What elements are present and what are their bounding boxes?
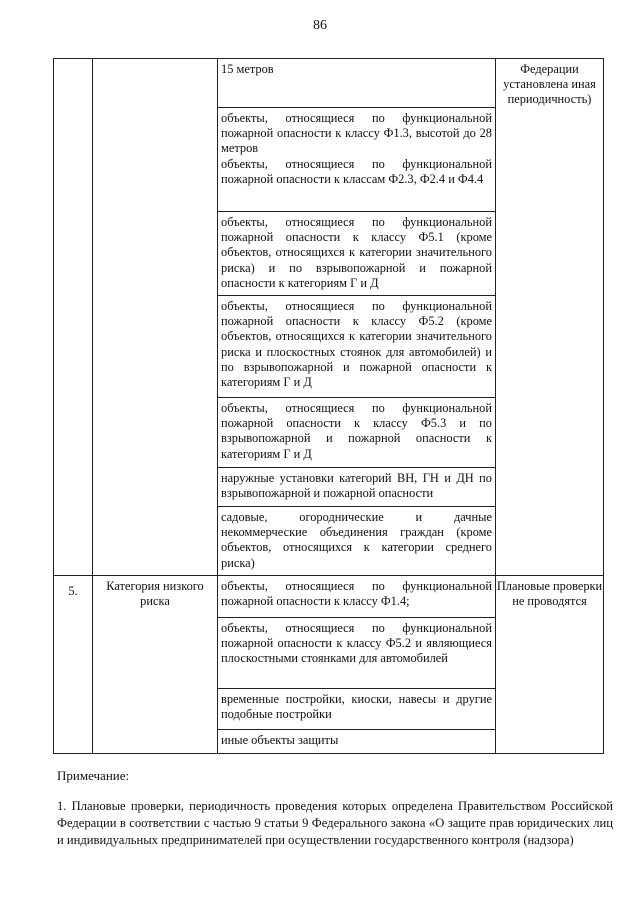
object-text: объекты, относящиеся по функциональной пожарной опасности к классу Ф5.2 (кроме объектов, относящихся к категории значительного риска и плоскостных стоянок для автомобилей) и по взрывопожарной и пожарной опасности к категориям Г и Д — [221, 299, 492, 390]
note-title: Примечание: — [57, 768, 130, 783]
object-item — [218, 730, 495, 752]
cell-periodicity — [496, 59, 604, 576]
note-text: 1. Плановые проверки, периодичность проведения которых определена Правительством Российской Федерации в соответствии с частью 9 статьи 9 Федерального закона «О защите прав юридических лиц и индивидуальных предпринимателей при осуществлении государственного контроля (надзора) — [57, 799, 613, 847]
periodicity-text: Федерации установлена иная периодичность) — [503, 62, 596, 107]
table-row — [54, 59, 604, 576]
object-text: объекты, относящиеся по функциональной пожарной опасности к классу Ф5.3 и по взрывопожарной и пожарной опасности к категориям Г и Д — [221, 401, 492, 461]
object-text: наружные установки категорий ВН, ГН и ДН по взрывопожарной и пожарной опасности — [221, 471, 492, 501]
object-text: объекты, относящиеся по функциональной пожарной опасности к классам Ф2.3, Ф2.4 и Ф4.4 — [221, 156, 492, 186]
object-item — [218, 296, 495, 398]
object-item — [218, 507, 495, 575]
object-text: объекты, относящиеся по функциональной пожарной опасности к классу Ф5.2 и являющиеся плоскостными стоянками для автомобилей — [221, 621, 492, 666]
object-text: 15 метров — [221, 62, 274, 76]
object-text: объекты, относящиеся по функциональной пожарной опасности к классу Ф1.3, высотой до 28 метров — [221, 111, 492, 156]
object-item — [218, 108, 495, 212]
object-item — [218, 468, 495, 507]
object-text: садовые, огороднические и дачные некоммерческие объединения граждан (кроме объектов, относящихся к категории среднего риска) — [221, 510, 492, 570]
table-row — [54, 576, 604, 754]
object-item — [218, 59, 495, 108]
object-item — [218, 212, 495, 296]
object-item — [218, 398, 495, 468]
page-number: 86 — [313, 18, 327, 33]
object-text: иные объекты защиты — [221, 733, 339, 747]
cell-number: 5. — [54, 576, 93, 754]
object-item — [218, 689, 495, 730]
periodicity-text: Плановые проверки не проводятся — [496, 579, 603, 609]
cell-category — [93, 59, 218, 576]
cell-number — [54, 59, 93, 576]
object-text: временные постройки, киоски, навесы и другие подобные постройки — [221, 692, 492, 722]
object-item — [218, 618, 495, 689]
risk-category-table — [53, 58, 604, 754]
cell-periodicity — [496, 576, 604, 754]
cell-category: Категория низкого риска — [93, 576, 218, 754]
cell-objects — [218, 576, 496, 754]
cell-objects — [218, 59, 496, 576]
object-text: объекты, относящиеся по функциональной пожарной опасности к классу Ф5.1 (кроме объектов, относящихся к категории значительного риска) и по взрывопожарной и пожарной опасности к категориям Г и Д — [221, 215, 492, 290]
object-item — [218, 576, 495, 618]
object-text: объекты, относящиеся по функциональной пожарной опасности к классу Ф1.4; — [221, 579, 492, 609]
